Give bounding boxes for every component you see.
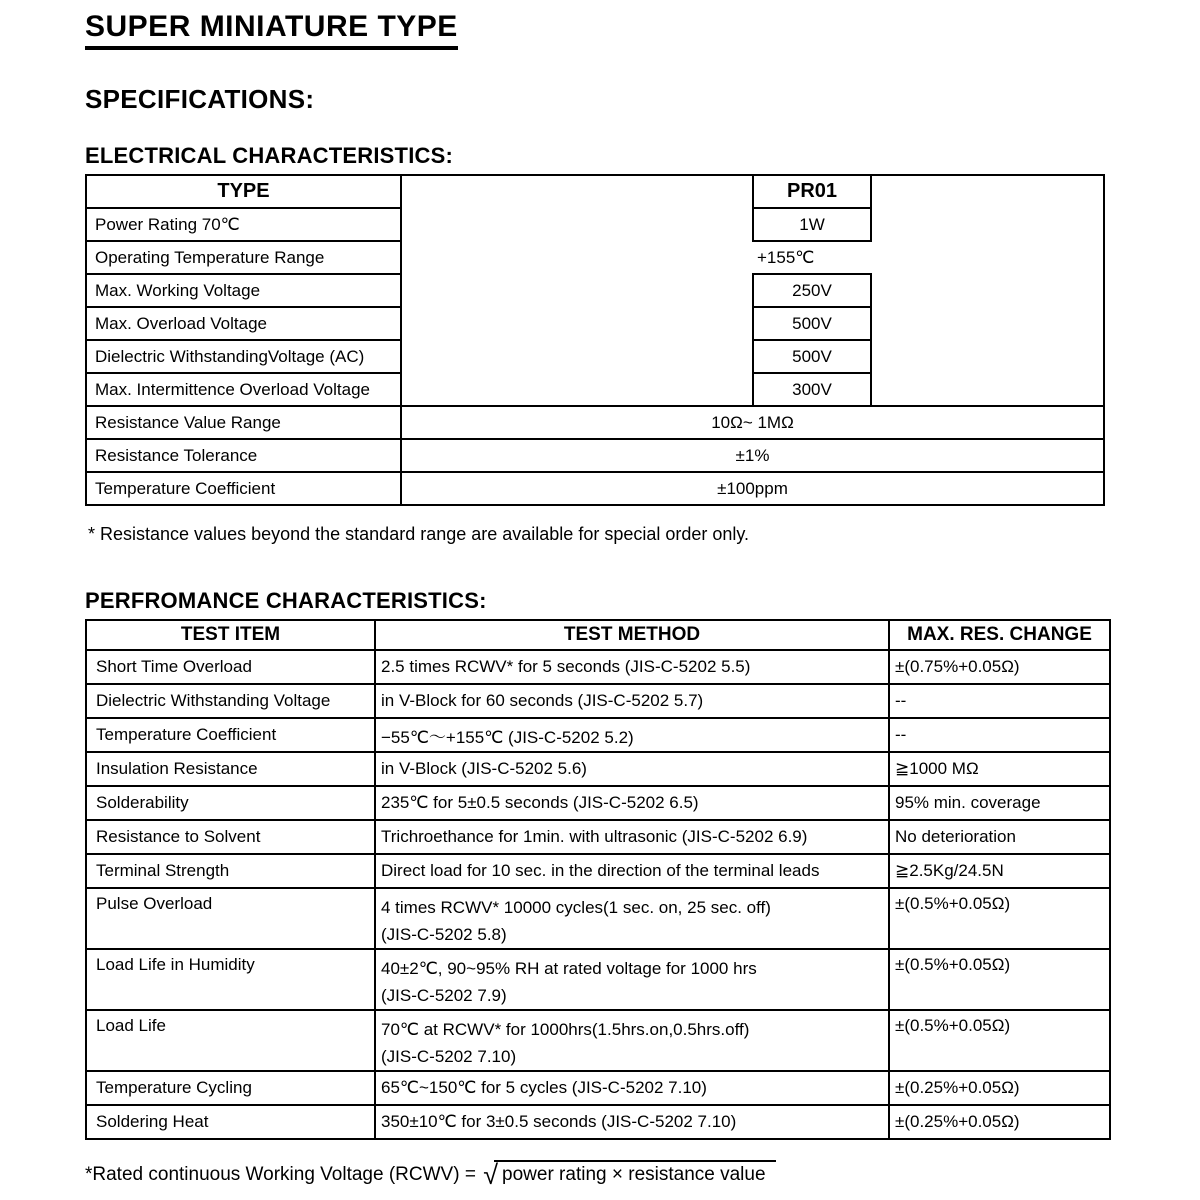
electrical-model-header: PR01 <box>753 175 871 208</box>
electrical-row-value: 250V <box>753 274 871 307</box>
performance-change-cell: ±(0.25%+0.05Ω) <box>889 1071 1110 1105</box>
electrical-row-value: 500V <box>753 307 871 340</box>
electrical-table <box>85 174 1105 506</box>
electrical-row-label: Max. Working Voltage <box>86 274 401 307</box>
performance-row <box>86 752 1110 786</box>
rcwv-footnote <box>85 1160 776 1189</box>
electrical-header-row <box>86 175 1104 208</box>
electrical-row-value: +155℃ <box>757 247 815 267</box>
performance-change-cell: ±(0.5%+0.05Ω) <box>889 888 1110 949</box>
performance-row <box>86 949 1110 1010</box>
performance-method-cell <box>375 949 889 1010</box>
method-line-1: 70℃ at RCWV* for 1000hrs(1.5hrs.on,0.5hrs.off) <box>381 1020 750 1039</box>
performance-row <box>86 650 1110 684</box>
electrical-row-label: Resistance Value Range <box>86 406 401 439</box>
performance-method-cell: in V-Block (JIS-C-5202 5.6) <box>375 752 889 786</box>
performance-row <box>86 1105 1110 1139</box>
performance-method-cell: 2.5 times RCWV* for 5 seconds (JIS-C-5202 5.5) <box>375 650 889 684</box>
performance-change-cell: 95% min. coverage <box>889 786 1110 820</box>
performance-row <box>86 888 1110 949</box>
performance-change-cell: ≧1000 MΩ <box>889 752 1110 786</box>
method-line-1: 40±2℃, 90~95% RH at rated voltage for 1000 hrs <box>381 959 757 978</box>
performance-change-cell: -- <box>889 718 1110 752</box>
performance-item-cell: Temperature Coefficient <box>86 718 375 752</box>
performance-method-cell: 235℃ for 5±0.5 seconds (JIS-C-5202 6.5) <box>375 786 889 820</box>
electrical-row <box>86 439 1104 472</box>
electrical-heading: ELECTRICAL CHARACTERISTICS: <box>85 143 453 168</box>
performance-method-cell: 65℃~150℃ for 5 cycles (JIS-C-5202 7.10) <box>375 1071 889 1105</box>
performance-change-cell: ±(0.5%+0.05Ω) <box>889 949 1110 1010</box>
performance-row <box>86 1010 1110 1071</box>
performance-col-header-test-method: TEST METHOD <box>375 620 889 650</box>
performance-row <box>86 786 1110 820</box>
electrical-row-value: ±100ppm <box>401 472 1104 505</box>
method-line-2: (JIS-C-5202 7.10) <box>381 1047 517 1066</box>
electrical-type-header: TYPE <box>86 175 401 208</box>
electrical-row <box>86 406 1104 439</box>
performance-item-cell: Solderability <box>86 786 375 820</box>
performance-change-cell: ±(0.75%+0.05Ω) <box>889 650 1110 684</box>
performance-method-cell: in V-Block for 60 seconds (JIS-C-5202 5.7) <box>375 684 889 718</box>
performance-header-row <box>86 620 1110 650</box>
rcwv-footnote-text: *Rated continuous Working Voltage (RCWV) = <box>85 1164 482 1185</box>
performance-table <box>85 619 1111 1140</box>
performance-item-cell: Short Time Overload <box>86 650 375 684</box>
electrical-blank-middle-top <box>401 175 753 241</box>
electrical-row-label: Temperature Coefficient <box>86 472 401 505</box>
electrical-row <box>86 241 1104 274</box>
performance-item-cell: Terminal Strength <box>86 854 375 888</box>
electrical-row-value: 300V <box>753 373 871 406</box>
electrical-row-value: 500V <box>753 340 871 373</box>
performance-item-cell: Dielectric Withstanding Voltage <box>86 684 375 718</box>
electrical-row-label: Power Rating 70℃ <box>86 208 401 241</box>
electrical-row-value: ±1% <box>401 439 1104 472</box>
performance-method-cell <box>375 1010 889 1071</box>
performance-change-cell: ≧2.5Kg/24.5N <box>889 854 1110 888</box>
method-line-2: (JIS-C-5202 5.8) <box>381 925 507 944</box>
performance-method-cell: −55℃～+155℃ (JIS-C-5202 5.2) <box>375 718 889 752</box>
performance-item-cell: Load Life in Humidity <box>86 949 375 1010</box>
performance-change-cell: ±(0.5%+0.05Ω) <box>889 1010 1110 1071</box>
electrical-blank-right-bottom <box>871 274 1104 406</box>
performance-row <box>86 718 1110 752</box>
resistance-note: * Resistance values beyond the standard range are available for special order only. <box>88 524 750 544</box>
electrical-row-label: Resistance Tolerance <box>86 439 401 472</box>
performance-item-cell: Soldering Heat <box>86 1105 375 1139</box>
sqrt-radicand: power rating × resistance value <box>494 1160 776 1187</box>
performance-item-cell: Insulation Resistance <box>86 752 375 786</box>
electrical-blank-right-top <box>871 175 1104 241</box>
method-line-1: 4 times RCWV* 10000 cycles(1 sec. on, 25 sec. off) <box>381 898 771 917</box>
electrical-blank-middle-bottom <box>401 274 753 406</box>
performance-heading: PERFROMANCE CHARACTERISTICS: <box>85 588 487 613</box>
performance-col-header-max-res-change: MAX. RES. CHANGE <box>889 620 1110 650</box>
performance-method-cell: Direct load for 10 sec. in the direction of the terminal leads <box>375 854 889 888</box>
electrical-row <box>86 472 1104 505</box>
performance-change-cell: -- <box>889 684 1110 718</box>
electrical-row-label: Dielectric WithstandingVoltage (AC) <box>86 340 401 373</box>
performance-method-cell <box>375 888 889 949</box>
performance-item-cell: Load Life <box>86 1010 375 1071</box>
electrical-row-label: Max. Intermittence Overload Voltage <box>86 373 401 406</box>
page-title: SUPER MINIATURE TYPE <box>85 10 458 50</box>
performance-row <box>86 820 1110 854</box>
performance-item-cell: Pulse Overload <box>86 888 375 949</box>
performance-col-header-test-item: TEST ITEM <box>86 620 375 650</box>
electrical-row-value: 10Ω~ 1MΩ <box>401 406 1104 439</box>
performance-row <box>86 1071 1110 1105</box>
performance-method-cell: 350±10℃ for 3±0.5 seconds (JIS-C-5202 7.10) <box>375 1105 889 1139</box>
performance-row <box>86 854 1110 888</box>
specifications-heading: SPECIFICATIONS: <box>85 84 315 114</box>
electrical-row <box>86 274 1104 307</box>
performance-change-cell: No deterioration <box>889 820 1110 854</box>
performance-item-cell: Resistance to Solvent <box>86 820 375 854</box>
method-line-2: (JIS-C-5202 7.9) <box>381 986 507 1005</box>
electrical-row-label: Operating Temperature Range <box>86 241 401 274</box>
electrical-row-label: Max. Overload Voltage <box>86 307 401 340</box>
performance-item-cell: Temperature Cycling <box>86 1071 375 1105</box>
sqrt-icon: √ <box>483 1160 499 1190</box>
performance-change-cell: ±(0.25%+0.05Ω) <box>889 1105 1110 1139</box>
performance-method-cell: Trichroethance for 1min. with ultrasonic (JIS-C-5202 6.9) <box>375 820 889 854</box>
performance-row <box>86 684 1110 718</box>
electrical-row-value: 1W <box>753 208 871 241</box>
